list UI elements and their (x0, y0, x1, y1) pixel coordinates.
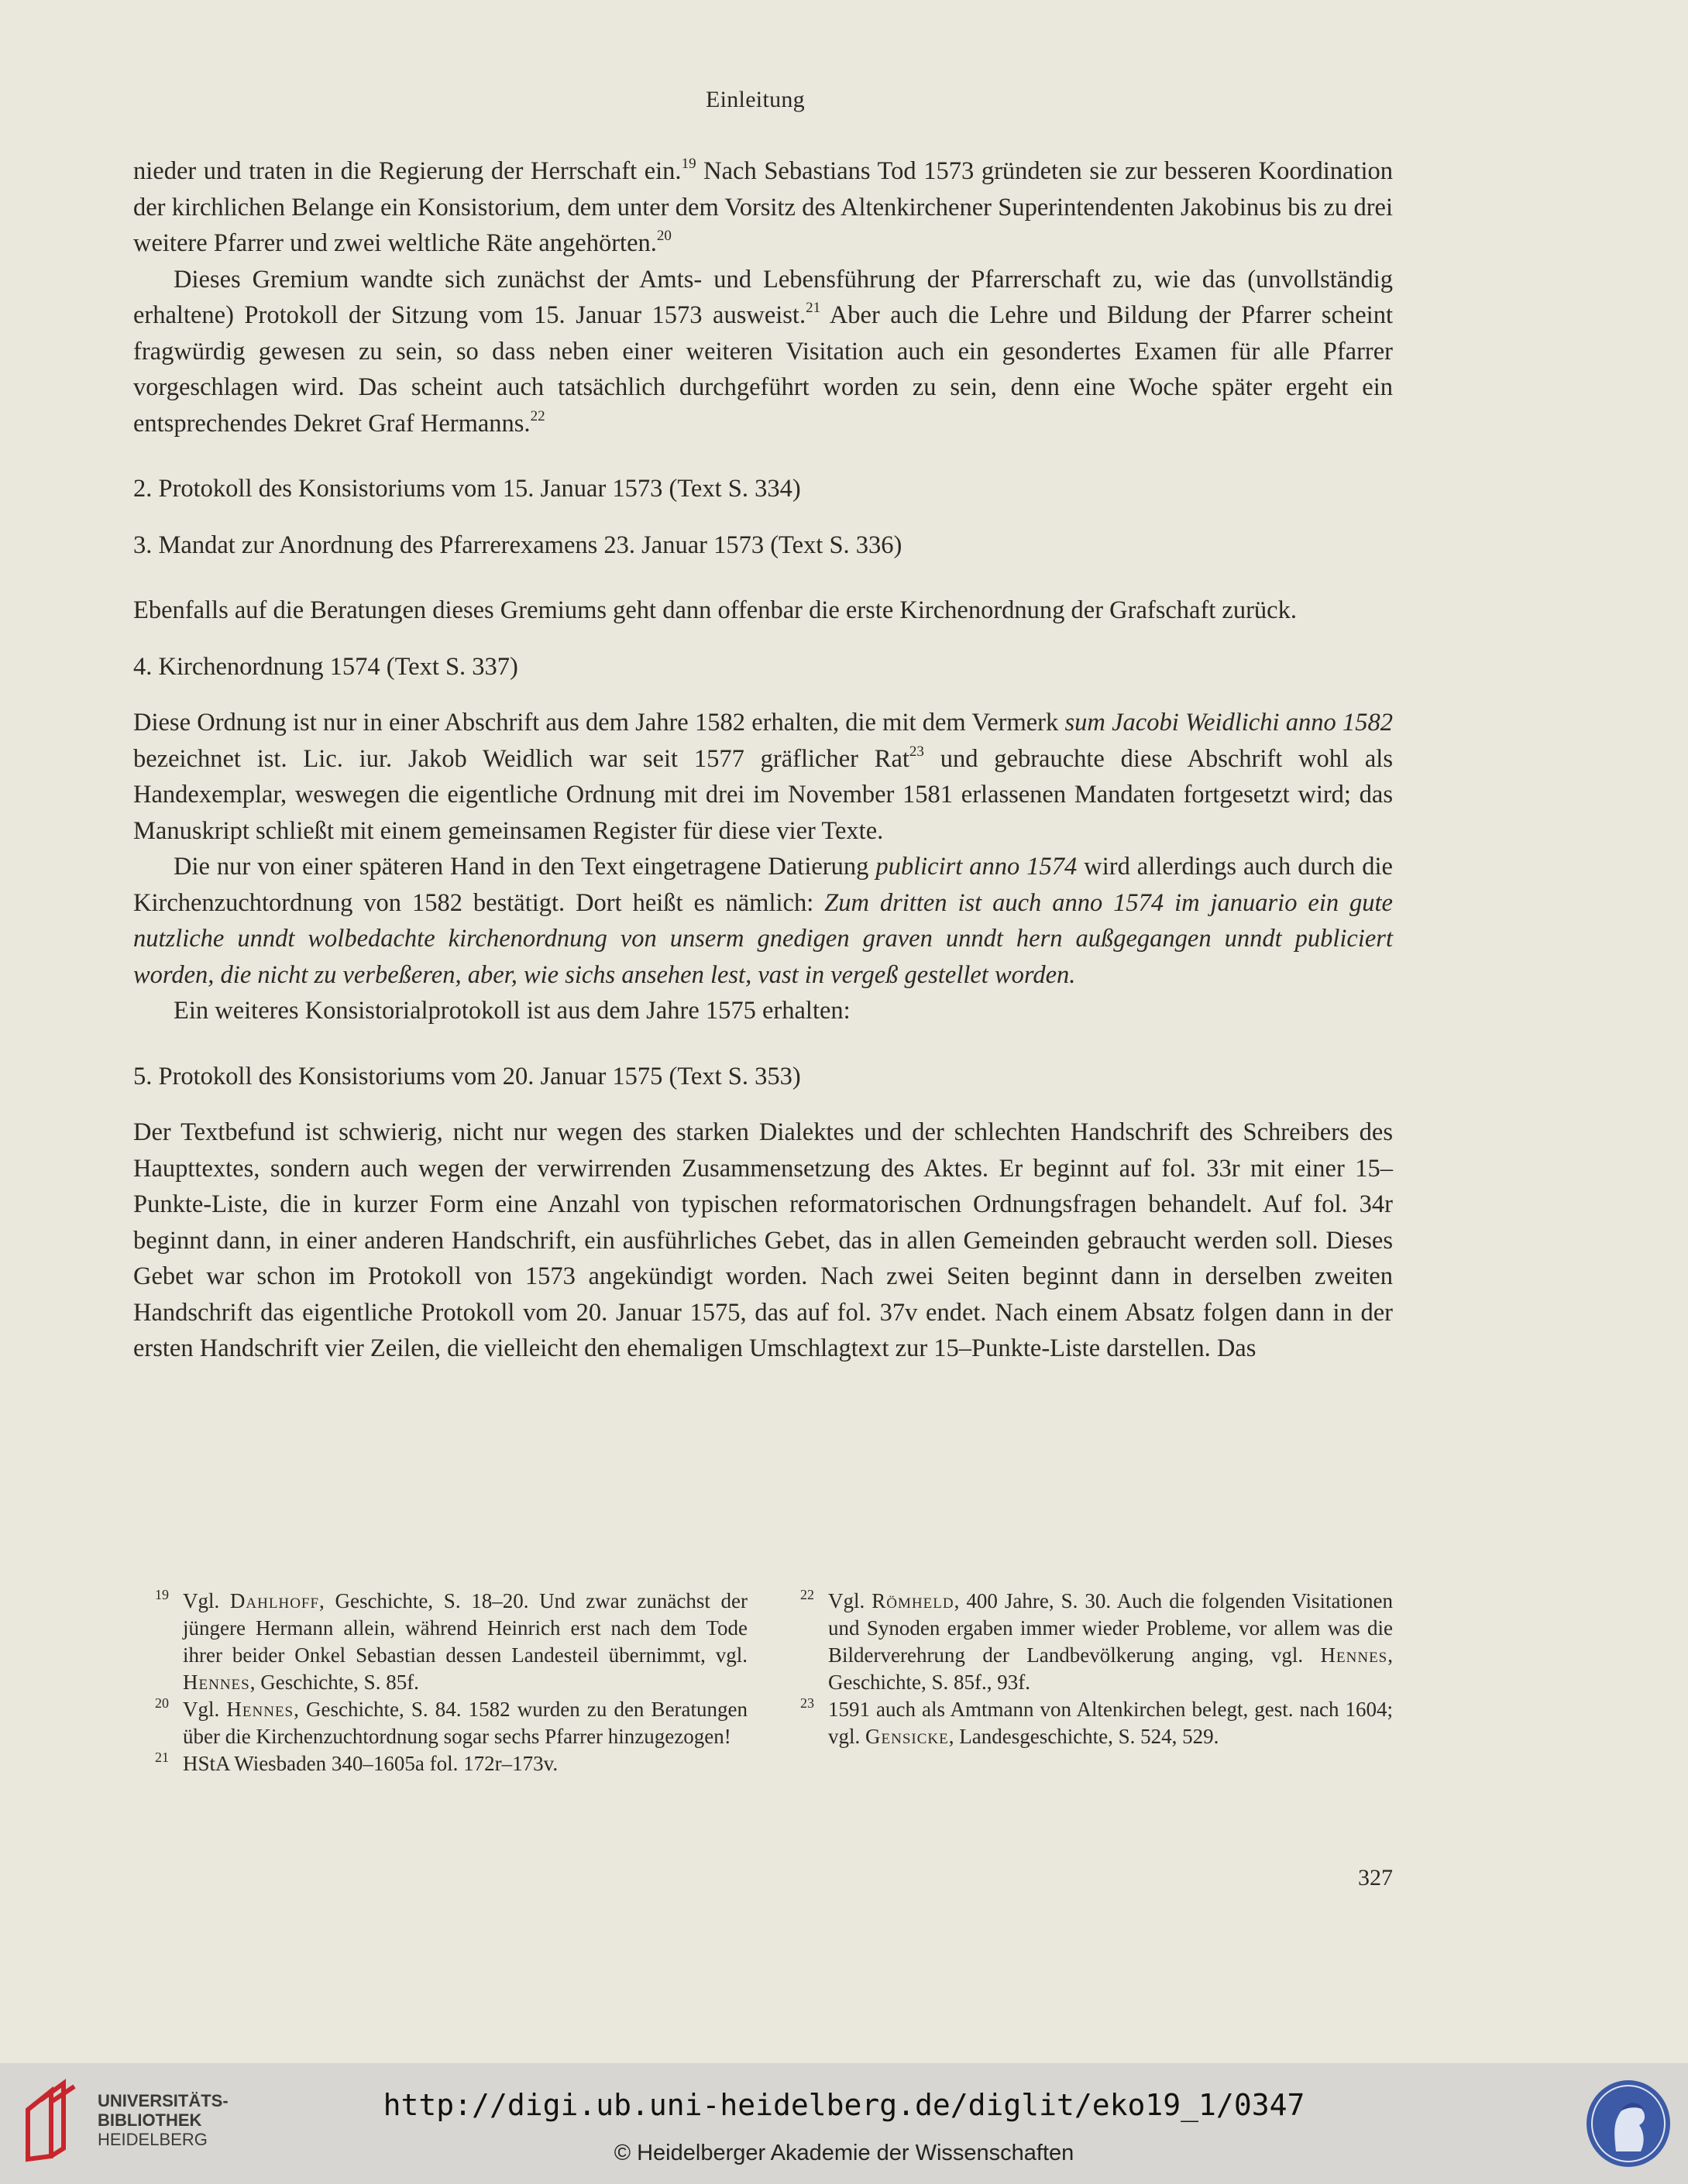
text-run: , Geschichte, S. 85f. (249, 1671, 419, 1694)
text-run: , Landesgeschichte, S. 524, 529. (948, 1725, 1219, 1748)
logo-line: BIBLIOTHEK (98, 2110, 202, 2130)
italic-quote: publicirt anno 1574 (875, 853, 1078, 881)
footnote-ref[interactable]: 21 (806, 300, 821, 316)
running-head: Einleitung (706, 87, 805, 112)
text-run: Aber auch die Lehre und Bildung der Pfarrer scheint fragwürdig gewesen zu sein, so dass neben einer weiteren Visitation auch ein gesondertes Examen für alle Pfarrer vorgeschlagen wird. Das scheint auch tatsächlich durchgeführt worden zu sein, denn eine Woche später ergeht ein entsprechendes Dekret Graf Hermanns. (133, 301, 1393, 438)
text-run: , Geschichte, S. 84. 1582 wurden zu den Beratungen über die Kirchenzuchtordnung sogar sechs Pfarrer hinzugezogen! (183, 1698, 748, 1748)
footnote-number: 21 (155, 1750, 169, 1765)
section-heading-4: 4. Kirchenordnung 1574 (Text S. 337) (133, 652, 518, 681)
logo-line: UNIVERSITÄTS- (98, 2091, 229, 2110)
text-run: wird allerdings auch durch die Kirchenzuchtordnung von 1582 bestätigt. Dort heißt es nämlich: (133, 853, 1393, 917)
footnote-23 (800, 1696, 1393, 1750)
text-run: 1591 auch als Amtmann von Altenkirchen belegt, gest. nach 1604; vgl. (828, 1698, 1393, 1748)
text-run: Die nur von einer späteren Hand in den Text eingetragene Datierung (174, 853, 876, 881)
footnote-20 (155, 1696, 748, 1750)
permalink-url[interactable]: http://digi.ub.uni-heidelberg.de/diglit/eko19_1/0347 (383, 2088, 1305, 2122)
text-run: Vgl. (183, 1589, 230, 1612)
italic-quote: sum Jacobi Weidlichi anno 1582 (1064, 709, 1393, 737)
main-text (133, 153, 1393, 1367)
text-run: , Geschichte, S. 85f., 93f. (828, 1643, 1393, 1694)
footnote-number: 20 (155, 1695, 169, 1711)
footnote-column-right (800, 1588, 1393, 1777)
footnote-22 (800, 1588, 1393, 1696)
paragraph-7: Der Textbefund ist schwierig, nicht nur wegen des starken Dialektes und der schlechten Handschrift des Schreibers des Haupttextes, sondern auch wegen der verwirrenden Zusammensetzung des Aktes. Er beginnt auf fol. 33r mit einer 15–Punkte-Liste, die in kurzer Form eine Anzahl von typischen reformatorischen Ordnungsfragen behandelt. Auf fol. 34r beginnt dann, in einer anderen Handschrift, ein ausführliches Gebet, das in allen Gemeinden gebraucht werden soll. Dieses Gebet war schon im Protokoll von 1573 angekündigt worden. Nach zwei Seiten beginnt dann in derselben zweiten Handschrift das eigentliche Protokoll vom 20. Januar 1575, das auf fol. 37v endet. Nach einem Absatz folgen dann in der ersten Handschrift vier Zeilen, die vielleicht den ehemaligen Umschlagtext zur 15–Punkte-Liste darstellen. Das (133, 1118, 1393, 1362)
page-number: 327 (1358, 1865, 1393, 1890)
text-run: Diese Ordnung ist nur in einer Abschrift aus dem Jahre 1582 erhalten, die mit dem Vermerk (133, 709, 1065, 737)
viewer-footer (0, 2063, 1688, 2184)
author-name: Römheld (872, 1589, 954, 1612)
text-run: Dieses Gremium wandte sich zunächst der Amts- und Lebensführung der Pfarrerschaft zu, wie das (unvollständig erhaltene) Protokoll der Sitzung vom 15. Januar 1573 ausweist. (133, 265, 1393, 329)
footnote-19 (155, 1588, 748, 1696)
text-run: HStA Wiesbaden 340–1605a fol. 172r–173v. (183, 1752, 559, 1775)
paragraph-6: Ein weiteres Konsistorialprotokoll ist aus dem Jahre 1575 erhalten: (174, 997, 851, 1025)
footnotes (155, 1588, 1393, 1777)
footnote-number: 22 (800, 1587, 814, 1602)
section-heading-3: 3. Mandat zur Anordnung des Pfarrerexamens 23. Januar 1573 (Text S. 336) (133, 531, 902, 559)
text-run: , 400 Jahre, S. 30. Auch die folgenden Visitationen und Synoden ergaben immer wieder Probleme, vor allem was die Bilderverehrung der Landbevölkerung anging, vgl. (828, 1589, 1394, 1667)
paragraph-3: Ebenfalls auf die Beratungen dieses Gremiums geht dann offenbar die erste Kirchenordnung der Grafschaft zurück. (133, 596, 1297, 624)
paragraph-5 (133, 849, 1393, 993)
section-heading-2: 2. Protokoll des Konsistoriums vom 15. Januar 1573 (Text S. 334) (133, 475, 801, 503)
footnote-number: 19 (155, 1587, 169, 1602)
academy-seal-icon (1583, 2077, 1673, 2170)
footnote-ref[interactable]: 23 (909, 743, 924, 760)
section-heading-5: 5. Protokoll des Konsistoriums vom 20. Januar 1575 (Text S. 353) (133, 1062, 801, 1090)
text-run: nieder und traten in die Regierung der Herrschaft ein. (133, 157, 682, 185)
author-name: Dahlhoff (229, 1589, 320, 1612)
paragraph-4 (133, 705, 1393, 849)
paragraph-2 (133, 262, 1393, 442)
author-name: Hennes (183, 1671, 250, 1694)
text-run: und gebrauchte diese Abschrift wohl als Handexemplar, weswegen die eigentliche Ordnung mit drei im November 1581 erlassenen Mandaten fortgesetzt wird; das Manuskript schließt mit einem gemeinsamen Register für diese vier Texte. (133, 744, 1393, 845)
text-run: Vgl. (828, 1589, 872, 1612)
footnote-ref[interactable]: 22 (530, 407, 545, 424)
footnote-ref[interactable]: 20 (656, 228, 672, 244)
author-name: Hennes (1320, 1643, 1388, 1667)
author-name: Hennes (226, 1698, 294, 1721)
text-run: Nach Sebastians Tod 1573 gründeten sie zur besseren Koordination der kirchlichen Belange ein Konsistorium, dem unter dem Vorsitz des Altenkirchener Superintendenten Jakobinus bis zu drei weitere Pfarrer und zwei weltliche Räte angehörten. (133, 157, 1393, 257)
author-name: Gensicke (865, 1725, 949, 1748)
text-run: Vgl. (183, 1698, 227, 1721)
text-run: bezeichnet ist. Lic. iur. Jakob Weidlich war seit 1577 gräflicher Rat (133, 744, 909, 773)
copyright-notice: © Heidelberger Akademie der Wissenschaften (614, 2141, 1074, 2165)
paragraph-1 (133, 153, 1393, 262)
logo-line: HEIDELBERG (98, 2130, 208, 2149)
italic-quote: Zum dritten ist auch anno 1574 im januario ein gute nutzliche unndt wolbedachte kirchenordnung von unserm gnedigen graven unndt hern außgegangen unndt publiciert worden, die nicht zu verbeßeren, aber, wie sichs ansehen lest, vast in vergeß gestellet worden. (133, 888, 1393, 989)
footnote-21 (155, 1750, 748, 1777)
footnote-column-left (155, 1588, 748, 1777)
footnote-ref[interactable]: 19 (681, 156, 696, 172)
footnote-number: 23 (800, 1695, 814, 1711)
text-run: , Geschichte, S. 18–20. Und zwar zunächst der jüngere Hermann allein, während Heinrich erst nach dem Tode ihrer beider Onkel Sebastian dessen Landesteil übernimmt, vgl. (183, 1589, 748, 1667)
